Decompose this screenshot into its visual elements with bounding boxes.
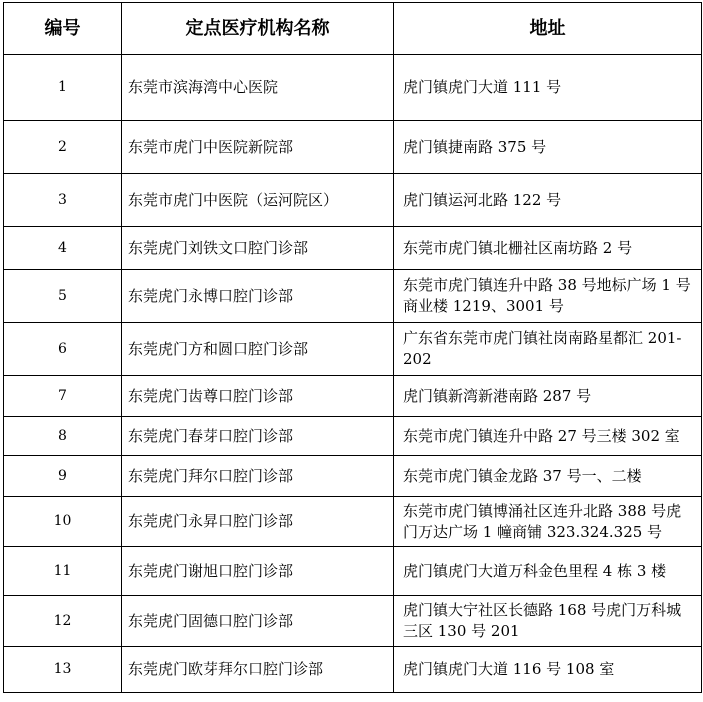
institution-address: 东莞市虎门镇连升中路 38 号地标广场 1 号商业楼 1219、3001 号 <box>394 270 702 323</box>
row-number: 12 <box>4 596 122 647</box>
institution-address: 东莞市虎门镇连升中路 27 号三楼 302 室 <box>394 417 702 456</box>
table-row <box>4 596 702 647</box>
row-number: 13 <box>4 647 122 693</box>
institution-name: 东莞虎门固德口腔门诊部 <box>122 596 394 647</box>
institution-name: 东莞虎门拜尔口腔门诊部 <box>122 456 394 497</box>
table-row <box>4 417 702 456</box>
institution-address: 虎门镇运河北路 122 号 <box>394 174 702 227</box>
row-number: 5 <box>4 270 122 323</box>
table-row <box>4 270 702 323</box>
institution-address: 东莞市虎门镇金龙路 37 号一、二楼 <box>394 456 702 497</box>
table-row <box>4 456 702 497</box>
institution-name: 东莞市滨海湾中心医院 <box>122 55 394 121</box>
institution-name: 东莞虎门春芽口腔门诊部 <box>122 417 394 456</box>
table-row <box>4 497 702 547</box>
table-row <box>4 323 702 376</box>
row-number: 10 <box>4 497 122 547</box>
table-row <box>4 121 702 174</box>
table-row <box>4 174 702 227</box>
row-number: 9 <box>4 456 122 497</box>
institution-name: 东莞虎门谢旭口腔门诊部 <box>122 547 394 596</box>
institution-address: 虎门镇新湾新港南路 287 号 <box>394 376 702 417</box>
row-number: 2 <box>4 121 122 174</box>
institution-address: 虎门镇虎门大道万科金色里程 4 栋 3 楼 <box>394 547 702 596</box>
institution-name: 东莞虎门永博口腔门诊部 <box>122 270 394 323</box>
table-row <box>4 547 702 596</box>
header-institution: 定点医疗机构名称 <box>122 3 394 55</box>
table-row <box>4 227 702 270</box>
institution-address: 虎门镇大宁社区长德路 168 号虎门万科城三区 130 号 201 <box>394 596 702 647</box>
institution-name: 东莞市虎门中医院（运河院区） <box>122 174 394 227</box>
header-row <box>4 3 702 55</box>
table-row <box>4 647 702 693</box>
table-row <box>4 55 702 121</box>
institution-address: 虎门镇捷南路 375 号 <box>394 121 702 174</box>
row-number: 8 <box>4 417 122 456</box>
header-address: 地址 <box>394 3 702 55</box>
table-row <box>4 376 702 417</box>
institution-name: 东莞虎门永昇口腔门诊部 <box>122 497 394 547</box>
header-number: 编号 <box>4 3 122 55</box>
row-number: 1 <box>4 55 122 121</box>
institution-name: 东莞虎门齿尊口腔门诊部 <box>122 376 394 417</box>
institution-address: 东莞市虎门镇博涌社区连升北路 388 号虎门万达广场 1 幢商铺 323.324.325 号 <box>394 497 702 547</box>
institutions-table <box>3 2 702 693</box>
row-number: 4 <box>4 227 122 270</box>
institution-name: 东莞市虎门中医院新院部 <box>122 121 394 174</box>
institution-name: 东莞虎门方和圆口腔门诊部 <box>122 323 394 376</box>
row-number: 6 <box>4 323 122 376</box>
institution-address: 东莞市虎门镇北栅社区南坊路 2 号 <box>394 227 702 270</box>
institution-address: 虎门镇虎门大道 111 号 <box>394 55 702 121</box>
institution-address: 虎门镇虎门大道 116 号 108 室 <box>394 647 702 693</box>
institution-name: 东莞虎门欧芽拜尔口腔门诊部 <box>122 647 394 693</box>
row-number: 7 <box>4 376 122 417</box>
row-number: 3 <box>4 174 122 227</box>
row-number: 11 <box>4 547 122 596</box>
institution-name: 东莞虎门刘铁文口腔门诊部 <box>122 227 394 270</box>
institution-address: 广东省东莞市虎门镇社岗南路星都汇 201-202 <box>394 323 702 376</box>
